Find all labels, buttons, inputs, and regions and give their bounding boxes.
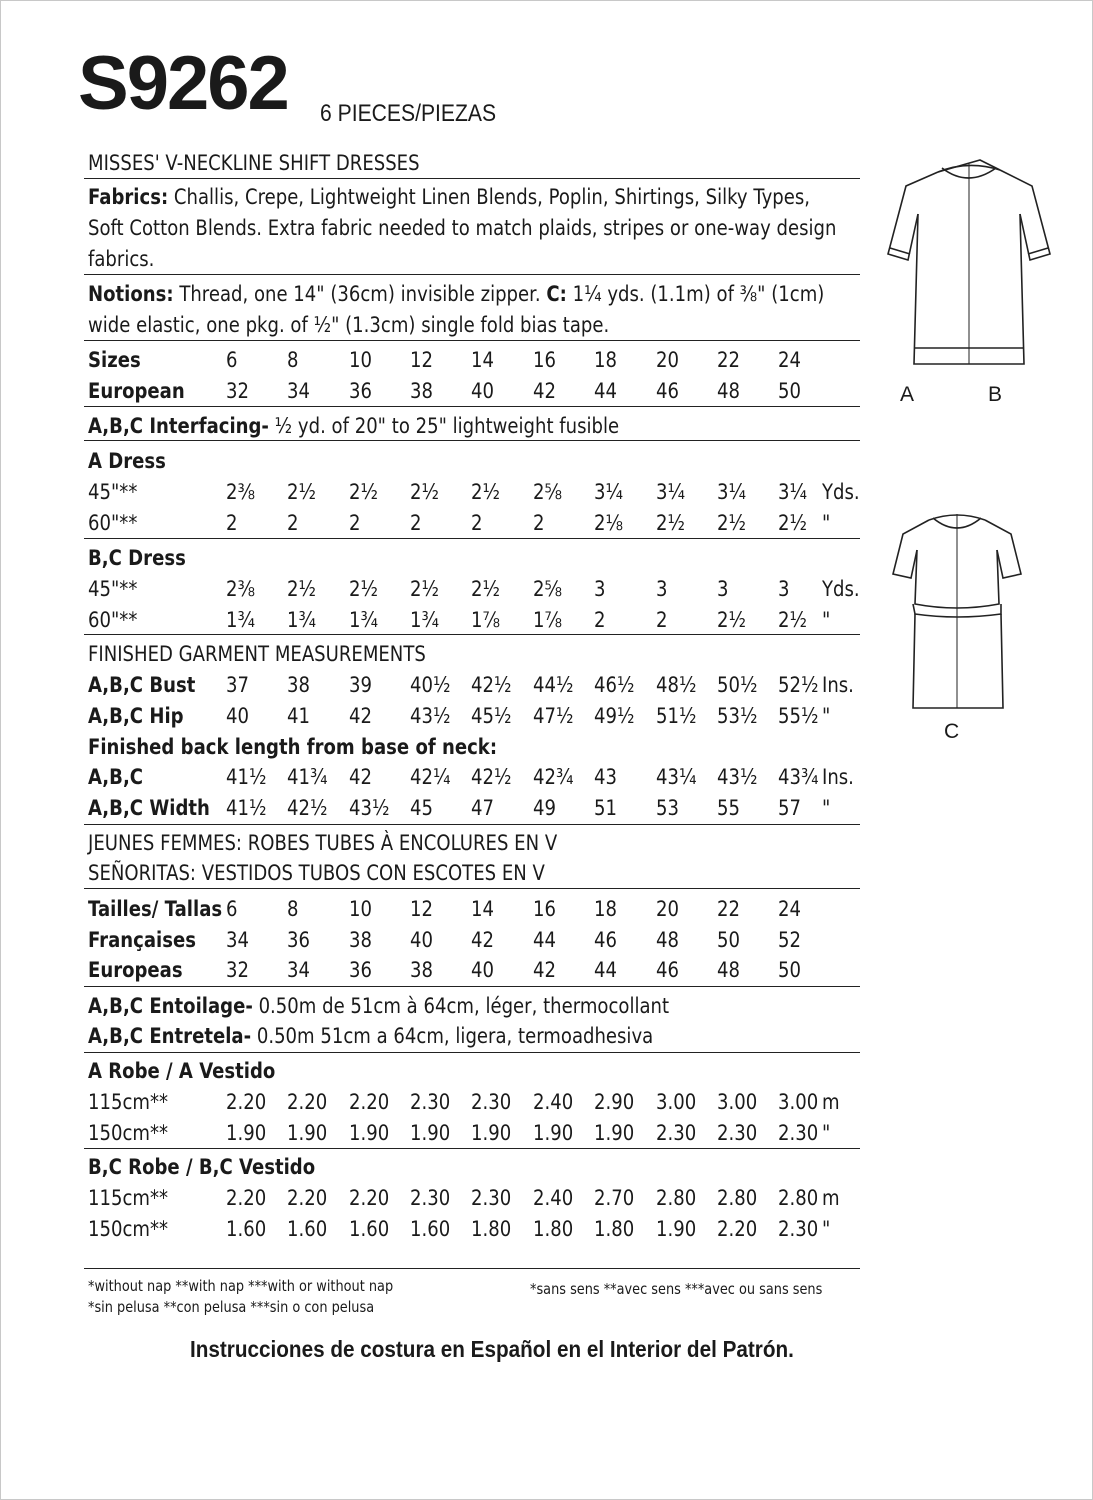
- bc-dress-45-row-cell: 2⅝: [533, 577, 562, 601]
- bc-dress-60-row-cell: 1⅞: [533, 608, 562, 632]
- bc-robe-150-row-cell: 1.60: [349, 1217, 390, 1241]
- spanish-title-label: SEÑORITAS: VESTIDOS TUBOS CON ESCOTES EN V: [88, 861, 545, 885]
- footnote-french: *sans sens **avec sens ***avec ou sans sens: [530, 1280, 823, 1298]
- bc-robe-115-row-cell: 2.20: [287, 1186, 328, 1210]
- bust-row-cell: 46½: [594, 673, 635, 697]
- bc-robe-150-row-cell: 1.80: [471, 1217, 512, 1241]
- width-row-cell: 47: [471, 796, 494, 820]
- europeas-row-cell: 40: [471, 958, 494, 982]
- a-dress-60-row-cell: 2½: [656, 511, 685, 535]
- bc-robe-115-row-cell: 2.80: [717, 1186, 758, 1210]
- francaises-row-cell: 42: [471, 928, 494, 952]
- divider: [84, 340, 860, 341]
- hip-row-cell: 43½: [410, 704, 451, 728]
- entretela-row-label: A,B,C Entretela-: [88, 1024, 252, 1048]
- bc-robe-115-row-cell: 2.20: [349, 1186, 390, 1210]
- a-robe-115-row-cell: 2.40: [533, 1090, 574, 1114]
- europeas-row-cell: 36: [349, 958, 372, 982]
- divider: [84, 440, 860, 441]
- left-sleeve: [893, 520, 929, 578]
- divider: [84, 538, 860, 539]
- europeas-row-label: Europeas: [88, 958, 183, 982]
- width-row-cell: 55: [717, 796, 740, 820]
- a-dress-45-row-cell: 3¼: [594, 480, 623, 504]
- hip-row-cell: 47½: [533, 704, 574, 728]
- hip-row-cell: 53½: [717, 704, 758, 728]
- divider: [84, 634, 860, 635]
- tailles-row-cell: 22: [717, 897, 740, 921]
- notions-text-1a: Thread, one 14" (36cm) invisible zipper.: [173, 282, 547, 306]
- a-robe-115-row-cell: 2.20: [287, 1090, 328, 1114]
- european-row-cell: 50: [778, 379, 801, 403]
- hip-row-cell: 40: [226, 704, 249, 728]
- pieces-count: 6 PIECES/PIEZAS: [320, 100, 497, 127]
- width-row-cell: 57: [778, 796, 801, 820]
- bc-robe-115-row-cell: 2.30: [410, 1186, 451, 1210]
- skirt: [913, 614, 1003, 708]
- divider: [84, 274, 860, 275]
- bc-dress-60-row-unit: ": [822, 608, 831, 632]
- bc-dress-60-row-cell: 1¾: [287, 608, 316, 632]
- bc-dress-60-row-label: 60"**: [88, 608, 138, 632]
- back-length-row-cell: 43¼: [656, 765, 697, 789]
- a-robe-150-row-label: 150cm**: [88, 1121, 169, 1145]
- european-row-cell: 36: [349, 379, 372, 403]
- notions-label: Notions:: [88, 282, 174, 306]
- spanish-instructions-note: Instrucciones de costura en Español en el Interior del Patrón.: [190, 1336, 794, 1362]
- bust-row-unit: Ins.: [822, 673, 854, 697]
- hip-row-cell: 41: [287, 704, 310, 728]
- european-row-cell: 42: [533, 379, 556, 403]
- sizes-row-label: Sizes: [88, 348, 141, 372]
- european-row-label: European: [88, 379, 185, 403]
- entoilage-row-text: 0.50m de 51cm à 64cm, léger, thermocollant: [252, 994, 670, 1018]
- bc-dress-60-row-cell: 2: [594, 608, 606, 632]
- footnote-english: *without nap **with nap ***with or without nap: [88, 1277, 394, 1295]
- a-dress-45-row-unit: Yds.: [822, 480, 860, 504]
- bc-robe-150-row-cell: 2.30: [778, 1217, 819, 1241]
- back-length-row-cell: 41½: [226, 765, 267, 789]
- european-row-cell: 32: [226, 379, 249, 403]
- divider: [84, 1148, 860, 1149]
- a-robe-150-row-cell: 1.90: [287, 1121, 328, 1145]
- bc-dress-45-row-cell: 2⅜: [226, 577, 255, 601]
- bc-dress-60-row-cell: 2: [656, 608, 668, 632]
- entretela-row: [88, 1023, 653, 1049]
- francaises-row-cell: 52: [778, 928, 801, 952]
- a-robe-115-row-cell: 3.00: [778, 1090, 819, 1114]
- entoilage-row-label: A,B,C Entoilage-: [88, 994, 253, 1018]
- a-dress-45-row-cell: 3¼: [778, 480, 807, 504]
- european-row-cell: 40: [471, 379, 494, 403]
- sizes-row-cell: 14: [471, 348, 494, 372]
- bc-dress-60-row-cell: 1¾: [410, 608, 439, 632]
- bc-robe-150-row-label: 150cm**: [88, 1217, 169, 1241]
- width-row-cell: 53: [656, 796, 679, 820]
- sizes-row-cell: 22: [717, 348, 740, 372]
- back-length-row-cell: 42¼: [410, 765, 451, 789]
- europeas-row-cell: 50: [778, 958, 801, 982]
- bc-robe-115-row-cell: 2.80: [778, 1186, 819, 1210]
- europeas-row-cell: 32: [226, 958, 249, 982]
- width-row-cell: 45: [410, 796, 433, 820]
- a-dress-60-row-cell: 2⅛: [594, 511, 623, 535]
- a-robe-150-row-cell: 1.90: [594, 1121, 635, 1145]
- sizes-row-cell: 18: [594, 348, 617, 372]
- european-row-cell: 44: [594, 379, 617, 403]
- europeas-row-cell: 46: [656, 958, 679, 982]
- sizes-row-cell: 8: [287, 348, 299, 372]
- width-row-cell: 51: [594, 796, 617, 820]
- bc-robe-115-row-cell: 2.20: [226, 1186, 267, 1210]
- european-row-cell: 34: [287, 379, 310, 403]
- bc-dress-heading-label: B,C Dress: [88, 546, 186, 570]
- bc-dress-60-row-cell: 1¾: [349, 608, 378, 632]
- francaises-row-cell: 46: [594, 928, 617, 952]
- a-dress-45-row-cell: 3¼: [717, 480, 746, 504]
- notions-text-1b: 1¼ yds. (1.1m) of ⅜" (1cm): [566, 282, 825, 306]
- francaises-row-label: Françaises: [88, 928, 196, 952]
- tailles-row-cell: 8: [287, 897, 299, 921]
- a-dress-60-row-cell: 2: [349, 511, 361, 535]
- a-dress-45-row-label: 45"**: [88, 480, 138, 504]
- european-row-cell: 38: [410, 379, 433, 403]
- tailles-row-cell: 16: [533, 897, 556, 921]
- a-dress-45-row-cell: 2½: [349, 480, 378, 504]
- divider: [84, 986, 860, 987]
- finished-heading-label: FINISHED GARMENT MEASUREMENTS: [88, 642, 426, 666]
- dress-illustration-c: [885, 508, 1035, 718]
- bc-dress-60-row-cell: 2½: [717, 608, 746, 632]
- a-dress-45-row-cell: 2½: [471, 480, 500, 504]
- a-dress-heading-label: A Dress: [88, 449, 166, 473]
- dress-illustration-a-b: [880, 150, 1060, 380]
- footnote-spanish: *sin pelusa **con pelusa ***sin o con pelusa: [88, 1298, 375, 1316]
- a-dress-60-row-cell: 2½: [778, 511, 807, 535]
- francaises-row-cell: 44: [533, 928, 556, 952]
- hip-row-label: A,B,C Hip: [88, 704, 184, 728]
- fabrics-line-3: fabrics.: [88, 247, 155, 271]
- view-label-a: A: [900, 383, 915, 406]
- interfacing-row-label: A,B,C Interfacing-: [88, 414, 269, 438]
- sizes-row-cell: 10: [349, 348, 372, 372]
- back-length-row-cell: 42: [349, 765, 372, 789]
- a-dress-60-row-cell: 2: [533, 511, 545, 535]
- french-title-label: JEUNES FEMMES: ROBES TUBES À ENCOLURES EN V: [88, 831, 558, 855]
- a-robe-150-row-cell: 1.90: [471, 1121, 512, 1145]
- a-dress-60-row-cell: 2: [410, 511, 422, 535]
- a-dress-60-row-cell: 2½: [717, 511, 746, 535]
- europeas-row-cell: 34: [287, 958, 310, 982]
- divider: [84, 824, 860, 825]
- hip-row-cell: 51½: [656, 704, 697, 728]
- a-robe-150-row-cell: 1.90: [533, 1121, 574, 1145]
- a-robe-115-row-unit: m: [822, 1090, 840, 1114]
- a-robe-115-row-cell: 3.00: [717, 1090, 758, 1114]
- a-dress-60-row-label: 60"**: [88, 511, 138, 535]
- bust-row-cell: 39: [349, 673, 372, 697]
- bc-dress-45-row-cell: 2½: [287, 577, 316, 601]
- bc-robe-115-row-cell: 2.40: [533, 1186, 574, 1210]
- width-row-unit: ": [822, 796, 831, 820]
- bc-robe-115-row-cell: 2.80: [656, 1186, 697, 1210]
- back-length-row-cell: 43½: [717, 765, 758, 789]
- europeas-row-cell: 48: [717, 958, 740, 982]
- interfacing-row: [88, 413, 619, 439]
- sizes-row-cell: 6: [226, 348, 238, 372]
- tailles-row-cell: 20: [656, 897, 679, 921]
- francaises-row-cell: 36: [287, 928, 310, 952]
- bust-row-cell: 42½: [471, 673, 512, 697]
- bust-row-cell: 44½: [533, 673, 574, 697]
- fabrics-text-1: Challis, Crepe, Lightweight Linen Blends, Poplin, Shirtings, Silky Types,: [168, 185, 810, 209]
- a-robe-115-row-cell: 2.90: [594, 1090, 635, 1114]
- interfacing-row-text: ½ yd. of 20" to 25" lightweight fusible: [268, 414, 620, 438]
- bc-robe-115-row-cell: 2.70: [594, 1186, 635, 1210]
- width-row-cell: 49: [533, 796, 556, 820]
- hip-row-unit: ": [822, 704, 831, 728]
- bc-robe-150-row-cell: 1.60: [226, 1217, 267, 1241]
- bust-row-cell: 52½: [778, 673, 819, 697]
- sizes-row-cell: 24: [778, 348, 801, 372]
- bust-row-cell: 40½: [410, 673, 451, 697]
- a-robe-115-row-label: 115cm**: [88, 1090, 169, 1114]
- bust-row-label: A,B,C Bust: [88, 673, 196, 697]
- sizes-row-cell: 12: [410, 348, 433, 372]
- bust-row-cell: 38: [287, 673, 310, 697]
- entoilage-row: [88, 993, 669, 1019]
- a-dress-60-row-unit: ": [822, 511, 831, 535]
- back-length-row-unit: Ins.: [822, 765, 854, 789]
- fabrics-line-2: Soft Cotton Blends. Extra fabric needed to match plaids, stripes or one-way design: [88, 216, 837, 240]
- bc-robe-150-row-cell: 1.60: [410, 1217, 451, 1241]
- a-robe-115-row-cell: 2.20: [349, 1090, 390, 1114]
- bc-robe-115-row-label: 115cm**: [88, 1186, 169, 1210]
- hip-row-cell: 42: [349, 704, 372, 728]
- bust-row-cell: 50½: [717, 673, 758, 697]
- bc-robe-heading-label: B,C Robe / B,C Vestido: [88, 1155, 316, 1179]
- width-row-cell: 43½: [349, 796, 390, 820]
- a-robe-150-row-cell: 1.90: [226, 1121, 267, 1145]
- bc-robe-150-row-cell: 1.80: [533, 1217, 574, 1241]
- francaises-row-cell: 50: [717, 928, 740, 952]
- a-robe-150-row-cell: 2.30: [717, 1121, 758, 1145]
- francaises-row-cell: 34: [226, 928, 249, 952]
- bc-dress-60-row-cell: 2½: [778, 608, 807, 632]
- bc-dress-45-row-cell: 3: [656, 577, 668, 601]
- tailles-row-cell: 18: [594, 897, 617, 921]
- back-length-row-cell: 41¾: [287, 765, 328, 789]
- tailles-row-cell: 12: [410, 897, 433, 921]
- hip-row-cell: 45½: [471, 704, 512, 728]
- a-dress-45-row-cell: 2⅜: [226, 480, 255, 504]
- bc-dress-45-row-cell: 3: [594, 577, 606, 601]
- right-sleeve: [1000, 170, 1050, 260]
- a-robe-heading-label: A Robe / A Vestido: [88, 1059, 276, 1083]
- a-robe-150-row-unit: ": [822, 1121, 831, 1145]
- width-row-cell: 41½: [226, 796, 267, 820]
- notions-line-2: wide elastic, one pkg. of ½" (1.3cm) single fold bias tape.: [88, 313, 610, 337]
- tailles-row-cell: 24: [778, 897, 801, 921]
- bc-dress-45-row-cell: 2½: [410, 577, 439, 601]
- pattern-number: S9262: [78, 41, 288, 126]
- bc-robe-115-row-cell: 2.30: [471, 1186, 512, 1210]
- bc-robe-150-row-cell: 2.20: [717, 1217, 758, 1241]
- back-length-row-cell: 42¾: [533, 765, 574, 789]
- a-robe-115-row-cell: 3.00: [656, 1090, 697, 1114]
- back-length-row-label: A,B,C: [88, 765, 144, 789]
- bc-dress-45-row-cell: 2½: [471, 577, 500, 601]
- divider: [84, 178, 860, 179]
- a-robe-150-row-cell: 2.30: [656, 1121, 697, 1145]
- a-dress-60-row-cell: 2: [226, 511, 238, 535]
- view-label-b: B: [988, 383, 1003, 406]
- a-robe-150-row-cell: 2.30: [778, 1121, 819, 1145]
- bc-dress-45-row-unit: Yds.: [822, 577, 860, 601]
- back-length-row-cell: 42½: [471, 765, 512, 789]
- a-dress-45-row-cell: 2½: [287, 480, 316, 504]
- a-robe-115-row-cell: 2.30: [471, 1090, 512, 1114]
- width-row-label: A,B,C Width: [88, 796, 210, 820]
- tailles-row-cell: 14: [471, 897, 494, 921]
- europeas-row-cell: 38: [410, 958, 433, 982]
- europeas-row-cell: 44: [594, 958, 617, 982]
- entretela-row-text: 0.50m 51cm a 64cm, ligera, termoadhesiva: [251, 1024, 654, 1048]
- tailles-row-label: Tailles/ Tallas: [88, 897, 223, 921]
- european-row-cell: 48: [717, 379, 740, 403]
- tailles-row-cell: 6: [226, 897, 238, 921]
- a-robe-115-row-cell: 2.20: [226, 1090, 267, 1114]
- right-sleeve: [985, 520, 1021, 578]
- hip-row-cell: 49½: [594, 704, 635, 728]
- fabrics-line-1: [88, 184, 810, 210]
- bc-robe-150-row-cell: 1.80: [594, 1217, 635, 1241]
- tailles-row-cell: 10: [349, 897, 372, 921]
- bc-robe-150-row-cell: 1.90: [656, 1217, 697, 1241]
- bc-dress-60-row-cell: 1⅞: [471, 608, 500, 632]
- back-length-row-cell: 43: [594, 765, 617, 789]
- a-robe-115-row-cell: 2.30: [410, 1090, 451, 1114]
- a-robe-150-row-cell: 1.90: [349, 1121, 390, 1145]
- bust-row-cell: 37: [226, 673, 249, 697]
- bc-dress-45-row-label: 45"**: [88, 577, 138, 601]
- pattern-title: MISSES' V-NECKLINE SHIFT DRESSES: [88, 151, 420, 175]
- a-dress-45-row-cell: 2⅝: [533, 480, 562, 504]
- fabrics-label: Fabrics:: [88, 185, 169, 209]
- view-c-label: C:: [546, 282, 567, 306]
- sizes-row-cell: 16: [533, 348, 556, 372]
- back-length-row-cell: 43¾: [778, 765, 819, 789]
- francaises-row-cell: 48: [656, 928, 679, 952]
- francaises-row-cell: 38: [349, 928, 372, 952]
- bc-robe-115-row-unit: m: [822, 1186, 840, 1210]
- bc-robe-150-row-unit: ": [822, 1217, 831, 1241]
- a-dress-60-row-cell: 2: [471, 511, 483, 535]
- francaises-row-cell: 40: [410, 928, 433, 952]
- sizes-row-cell: 20: [656, 348, 679, 372]
- bc-dress-45-row-cell: 3: [717, 577, 729, 601]
- divider: [84, 888, 860, 889]
- divider: [84, 406, 860, 407]
- divider: [84, 1052, 860, 1053]
- divider: [84, 1268, 860, 1269]
- europeas-row-cell: 42: [533, 958, 556, 982]
- left-sleeve: [888, 172, 938, 260]
- bc-dress-45-row-cell: 2½: [349, 577, 378, 601]
- notions-line-1: [88, 281, 824, 307]
- bc-dress-60-row-cell: 1¾: [226, 608, 255, 632]
- view-label-c: C: [944, 720, 960, 743]
- a-dress-45-row-cell: 2½: [410, 480, 439, 504]
- a-robe-150-row-cell: 1.90: [410, 1121, 451, 1145]
- a-dress-45-row-cell: 3¼: [656, 480, 685, 504]
- hip-row-cell: 55½: [778, 704, 819, 728]
- back-length-heading-label: Finished back length from base of neck:: [88, 735, 498, 759]
- a-dress-60-row-cell: 2: [287, 511, 299, 535]
- width-row-cell: 42½: [287, 796, 328, 820]
- bc-dress-45-row-cell: 3: [778, 577, 790, 601]
- bust-row-cell: 48½: [656, 673, 697, 697]
- european-row-cell: 46: [656, 379, 679, 403]
- bc-robe-150-row-cell: 1.60: [287, 1217, 328, 1241]
